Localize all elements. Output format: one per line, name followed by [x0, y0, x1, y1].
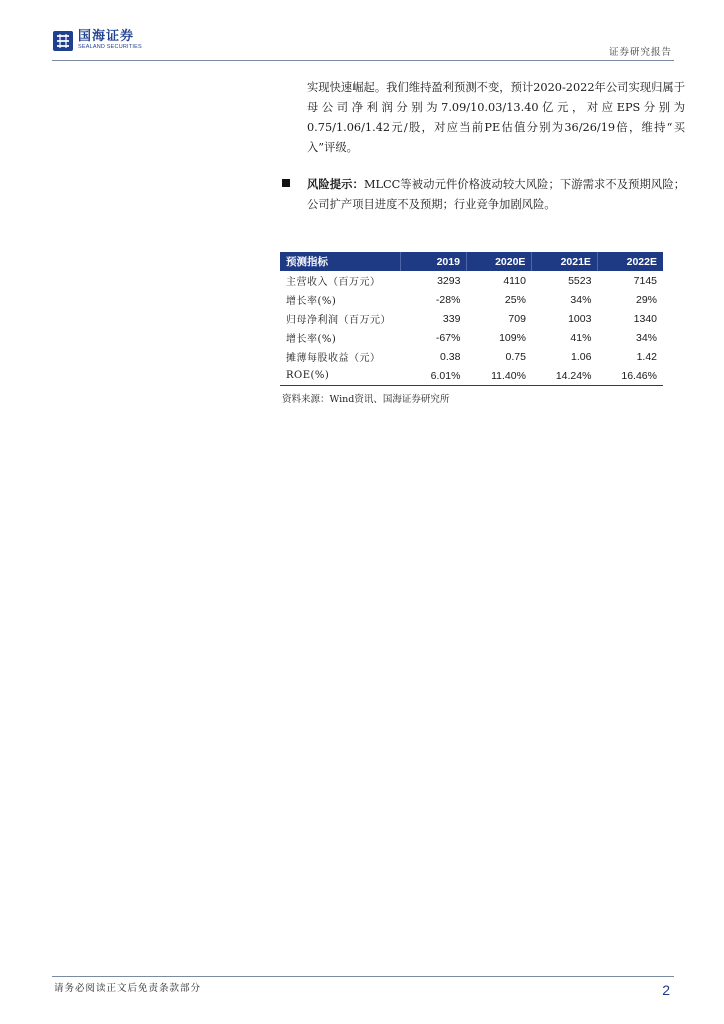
- table-cell: 0.38: [440, 350, 461, 363]
- row-label: 主营收入（百万元）: [286, 277, 381, 288]
- sealand-logo-icon: [52, 30, 74, 52]
- table-row: [280, 309, 663, 328]
- table-source-note: 资料来源：Wind资讯、国海证券研究所: [282, 394, 450, 405]
- table-cell: 11.40%: [466, 366, 532, 386]
- table-row: [280, 290, 663, 309]
- table-cell: 41%: [570, 331, 592, 344]
- row-label: ROE(%): [280, 366, 401, 386]
- disclaimer-note: 请务必阅读正文后免责条款部分: [54, 983, 202, 994]
- row-label: 增长率(%): [286, 334, 337, 345]
- page-header: [52, 30, 674, 61]
- row-label: 增长率(%): [286, 296, 337, 307]
- logo-english-name: SEALAND SECURITIES: [78, 44, 142, 50]
- table-cell: 1003: [568, 312, 592, 325]
- table-cell: 1340: [633, 312, 657, 325]
- table-row: [280, 366, 663, 386]
- table-cell: 16.46%: [597, 366, 663, 386]
- table-row: [280, 271, 663, 290]
- table-header-cell: 2021E: [532, 252, 598, 271]
- table-header-cell: 2020E: [466, 252, 532, 271]
- table-row: [280, 347, 663, 366]
- table-header-cell: 2022E: [597, 252, 663, 271]
- table-cell: 25%: [504, 293, 526, 306]
- table-row: [280, 328, 663, 347]
- table-cell: 7145: [633, 274, 657, 287]
- table-cell: 4110: [503, 274, 526, 287]
- table-cell: 34%: [635, 331, 657, 344]
- table-cell: 1.42: [636, 350, 657, 363]
- table-cell: 5523: [568, 274, 592, 287]
- report-type-label: 证券研究报告: [608, 47, 672, 58]
- table-cell: 1.06: [571, 350, 592, 363]
- forecast-table: [280, 252, 663, 386]
- risk-paragraph: [307, 175, 685, 215]
- table-header-cell: 2019: [401, 252, 467, 271]
- company-logo: [52, 30, 142, 52]
- table-cell: 29%: [635, 293, 657, 306]
- logo-chinese-name: 国海证券: [78, 29, 135, 44]
- table-cell: 6.01%: [401, 366, 467, 386]
- risk-text: MLCC等被动元件价格波动较大风险；下游需求不及预期风险；公司扩产项目进度不及预期；行业竞争加剧风险。: [307, 178, 685, 211]
- table-cell: 34%: [570, 293, 592, 306]
- table-cell: 3293: [437, 274, 461, 287]
- page-footer: [52, 976, 674, 998]
- table-cell: 109%: [499, 331, 526, 344]
- table-cell: 0.75: [505, 350, 526, 363]
- table-cell: -67%: [435, 331, 461, 344]
- page-number: 2: [662, 982, 670, 998]
- risk-label: 风险提示：: [307, 178, 364, 191]
- row-label: 归母净利润（百万元）: [286, 315, 391, 326]
- table-header-row: [280, 252, 663, 271]
- square-bullet-icon: [282, 179, 290, 187]
- table-cell: 709: [508, 312, 526, 325]
- table-cell: 339: [442, 312, 461, 325]
- row-label: 摊薄每股收益（元）: [286, 353, 381, 364]
- table-cell: -28%: [435, 293, 461, 306]
- forecast-paragraph: 实现快速崛起。我们维持盈利预测不变，预计2020-2022年公司实现归属于母公司净利润分别为7.09/10.03/13.40亿元，对应EPS分别为0.75/1.06/1.42元/股，对应当前PE估值分别为36/26/19倍，维持“买入”评级。: [307, 81, 685, 154]
- table-cell: 14.24%: [532, 366, 598, 386]
- table-header-cell: 预测指标: [280, 252, 401, 271]
